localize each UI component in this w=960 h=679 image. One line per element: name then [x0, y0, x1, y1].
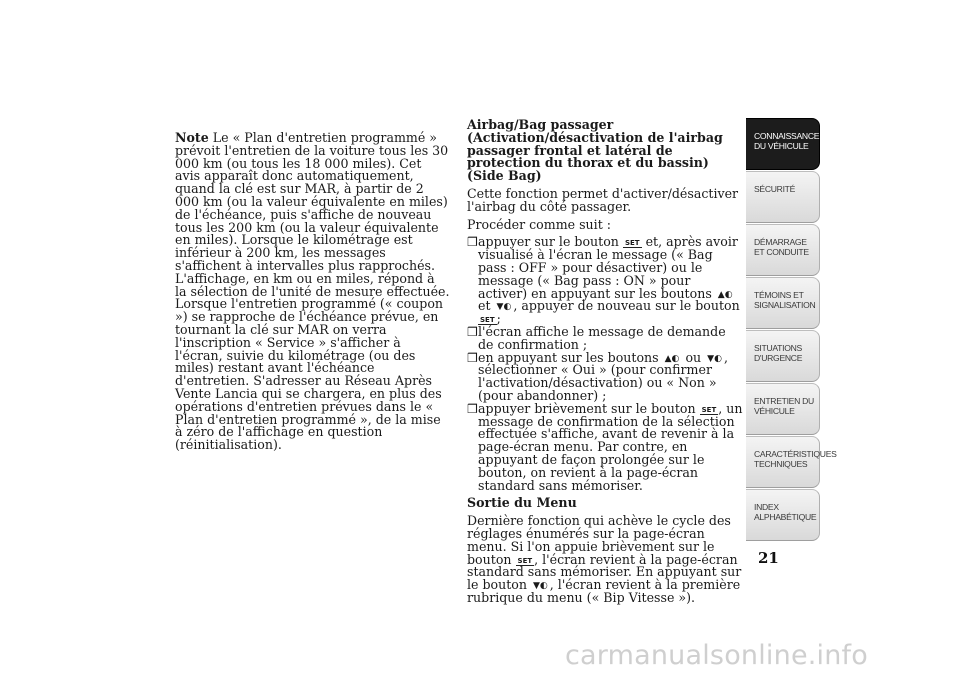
- tab-label: ENTRETIEN DU VÉHICULE: [754, 396, 814, 416]
- set-button-icon: SET: [624, 239, 640, 248]
- exit-text-a: Dernière fonction qui achève le cycle des réglages énumérés sur la page-écran menu. Si l'on appuie brièvement sur le bouton: [467, 513, 731, 567]
- up-button-icon: ▲◐: [717, 289, 733, 300]
- down-button-icon: ▼◐: [496, 302, 512, 313]
- down-button-icon: ▼◐: [707, 353, 722, 364]
- watermark: carmanualsonline.info: [565, 640, 868, 671]
- airbag-heading: Airbag/Bag passager (Activation/désactivation de l'airbag passager frontal et latéral de protection du thorax et du bassin) (Side Bag): [467, 117, 723, 184]
- step-1: [467, 236, 743, 326]
- exit-heading: Sortie du Menu: [467, 495, 577, 511]
- step-3-text-b: ou: [685, 349, 702, 365]
- tab-label: CARACTÉRISTIQUES TECHNIQUES: [754, 449, 837, 469]
- tab-label: DÉMARRAGE ET CONDUITE: [754, 237, 809, 257]
- exit-paragraph: [467, 515, 743, 605]
- step-1-text-e: ;: [496, 311, 501, 327]
- tab-label: SITUATIONS D'URGENCE: [754, 343, 803, 363]
- set-button-icon: SET: [701, 405, 717, 414]
- step-1-text-d: , appuyer de nouveau sur le bouton: [513, 298, 740, 314]
- tab-label: TÉMOINS ET SIGNALISATION: [754, 290, 816, 310]
- note-text: Le « Plan d'entretien programmé » prévoit l'entretien de la voiture tous les 30 000 km (ou tous les 18 000 miles). Cet avis apparaît donc automatiquement, quand la clé est sur MAR, à partir de 2 000 km (ou la valeur équivalente en miles) de l'échéance, puis s'affiche de nouveau tous les 200 km (ou la valeur équivalente en miles). Lorsque le kilométrage est inférieur à 200 km, les messages s'affichent à intervalles plus rapprochés. L'affichage, en km ou en miles, répond à la sélection de l'unité de mesure effectuée. Lorsque l'entretien programmé (« coupon ») se rapproche de l'échéance prévue, en tournant la clé sur MAR on verra l'inscription « Service » s'afficher à l'écran, suivie du kilométrage (ou des miles) restant avant l'échéance d'entretien. S'adresser au Réseau Après Vente Lancia qui se chargera, en plus des opérations d'entretien prévues dans le « Plan d'entretien programmé », de la mise à zéro de l'affichage en question (réinitialisation).: [175, 130, 450, 453]
- step-4-text-a: appuyer brièvement sur le bouton: [478, 400, 696, 416]
- tab-situations-d-urgence[interactable]: [746, 330, 820, 382]
- tab-index-alphabetique[interactable]: [746, 489, 820, 541]
- tab-securite[interactable]: [746, 171, 820, 223]
- bullet-box-icon: ❒: [467, 350, 478, 365]
- step-3-text-a: en appuyant sur les boutons: [478, 349, 659, 365]
- tab-label: CONNAISSANCE DU VÉHICULE: [754, 131, 820, 151]
- step-4: [467, 400, 743, 493]
- chapter-tabs: [746, 118, 837, 542]
- bullet-box-icon: ❒: [467, 235, 478, 250]
- tab-temoins-et-signalisation[interactable]: [746, 277, 820, 329]
- note-paragraph: [175, 132, 450, 452]
- tab-entretien-du-vehicule[interactable]: [746, 383, 820, 435]
- tab-label: SÉCURITÉ: [754, 184, 796, 194]
- procedure-label: Procéder comme suit :: [467, 216, 612, 232]
- set-button-icon: SET: [517, 556, 533, 565]
- up-button-icon: ▲◐: [664, 353, 680, 364]
- step-1-text-c: et: [478, 298, 491, 314]
- bullet-box-icon: ❒: [467, 401, 478, 416]
- step-2-text: l'écran affiche le message de demande de confirmation ;: [478, 323, 726, 352]
- bullet-box-icon: ❒: [467, 324, 478, 339]
- airbag-intro: Cette fonction permet d'activer/désactiver l'airbag du côté passager.: [467, 185, 739, 214]
- note-label: Note: [175, 130, 209, 145]
- exit-text-b: , l'écran revient à la page-écran standard sans mémoriser. En appuyant sur le bouton: [467, 551, 742, 593]
- step-2: [467, 323, 743, 352]
- right-column: [467, 119, 743, 605]
- tab-demarrage-et-conduite[interactable]: [746, 224, 820, 276]
- tab-label: INDEX ALPHABÉTIQUE: [754, 502, 817, 522]
- set-button-icon: SET: [480, 316, 495, 325]
- down-button-icon: ▼◐: [533, 581, 548, 592]
- tab-caracteristiques-techniques[interactable]: [746, 436, 837, 488]
- left-column: [175, 132, 450, 452]
- page-number: 21: [758, 549, 779, 567]
- step-3-text-c: , sélectionner « Oui » (pour confirmer l'activation/désactivation) ou « Non » (pour abandonner) ;: [478, 349, 728, 403]
- step-3: [467, 349, 743, 403]
- step-1-text-b: et, après avoir visualisé à l'écran le message (« Bag pass : OFF » pour désactiver) ou le message (« Bag pass : ON » pour activer) en appuyant sur les boutons: [478, 234, 738, 301]
- step-4-text-b: , un message de confirmation de la sélection effectuée s'affiche, avant de revenir à la page-écran menu. Par contre, en appuyant de façon prolongée sur le bouton, on revient à la page-écran standard sans mémoriser.: [478, 400, 743, 493]
- tab-connaissance-du-vehicule[interactable]: [746, 118, 820, 170]
- step-1-text-a: appuyer sur le bouton: [478, 234, 619, 250]
- exit-text-c: , l'écran revient à la première rubrique du menu (« Bip Vitesse »).: [467, 577, 741, 605]
